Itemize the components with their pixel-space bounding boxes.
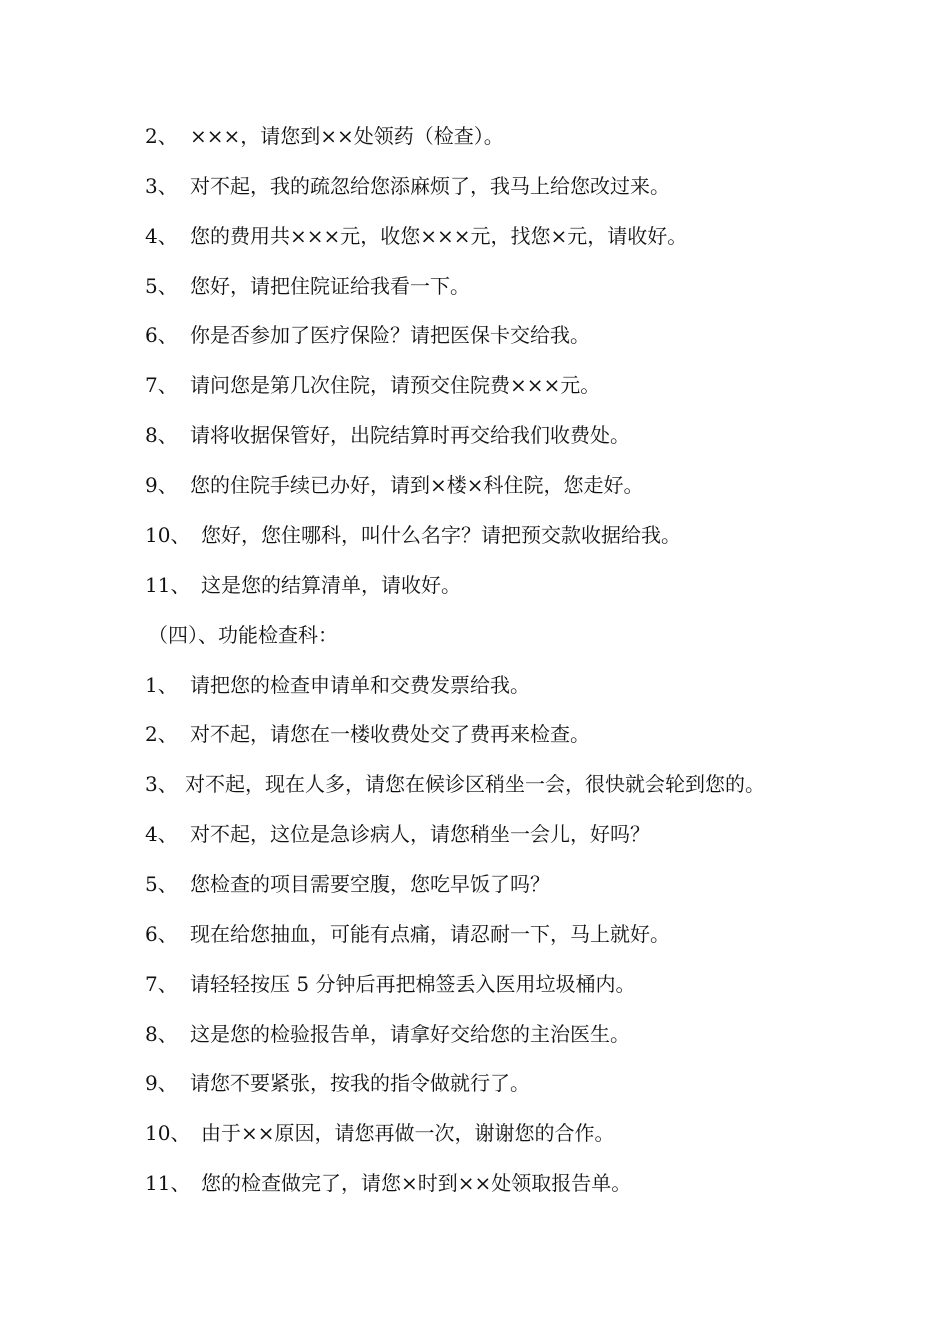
item-number: 9、 [145, 473, 178, 497]
item-text: 对不起，我的疏忽给您添麻烦了，我马上给您改过来。 [190, 174, 670, 198]
list-item [145, 720, 590, 748]
list-item [145, 1069, 530, 1097]
list-item [145, 371, 600, 399]
item-number: 8、 [145, 423, 178, 447]
item-text: 对不起，现在人多，请您在候诊区稍坐一会，很快就会轮到您的。 [185, 772, 765, 796]
item-text: 请您不要紧张，按我的指令做就行了。 [190, 1071, 530, 1095]
item-number: 11、 [145, 573, 191, 597]
item-text: 请将收据保管好，出院结算时再交给我们收费处。 [190, 423, 630, 447]
list-item [145, 421, 630, 449]
item-text: 你是否参加了医疗保险？请把医保卡交给我。 [190, 323, 590, 347]
item-number: 5、 [145, 872, 178, 896]
list-item [145, 471, 644, 499]
item-text: 对不起，请您在一楼收费处交了费再来检查。 [190, 722, 590, 746]
item-number: 3、 [145, 174, 178, 198]
list-item [145, 172, 670, 200]
item-number: 2、 [145, 722, 178, 746]
item-number: 7、 [145, 373, 178, 397]
list-item [145, 122, 504, 150]
item-text: 您的住院手续已办好，请到×楼×科住院，您走好。 [190, 473, 644, 497]
item-text: 您好，请把住院证给我看一下。 [190, 274, 470, 298]
item-number: 4、 [145, 224, 178, 248]
list-item [145, 870, 550, 898]
item-number: 5、 [145, 274, 178, 298]
list-item [145, 671, 530, 699]
list-item [145, 970, 635, 998]
item-text: 现在给您抽血，可能有点痛，请忍耐一下，马上就好。 [190, 922, 670, 946]
item-number: 3、 [145, 772, 178, 796]
list-item [145, 1020, 630, 1048]
list-item [145, 770, 765, 798]
list-item [145, 321, 590, 349]
list-item [145, 1169, 631, 1197]
list-item [145, 521, 681, 549]
item-number: 4、 [145, 822, 178, 846]
list-item [145, 820, 650, 848]
item-number: 10、 [145, 1121, 191, 1145]
item-number: 10、 [145, 523, 191, 547]
section-heading: （四）、功能检查科： [148, 623, 338, 647]
list-item [145, 920, 670, 948]
list-item [145, 1119, 615, 1147]
item-text: 请轻轻按压 5 分钟后再把棉签丢入医用垃圾桶内。 [190, 972, 636, 996]
item-number: 6、 [145, 323, 178, 347]
item-number: 8、 [145, 1022, 178, 1046]
list-item [145, 272, 470, 300]
item-text: ×××，请您到××处领药（检查）。 [190, 124, 504, 148]
item-number: 9、 [145, 1071, 178, 1095]
item-number: 1、 [145, 673, 178, 697]
item-text: 您检查的项目需要空腹，您吃早饭了吗？ [190, 872, 550, 896]
item-text: 您好，您住哪科，叫什么名字？请把预交款收据给我。 [201, 523, 681, 547]
list-item [145, 571, 461, 599]
item-text: 请把您的检查申请单和交费发票给我。 [190, 673, 530, 697]
item-text: 对不起，这位是急诊病人，请您稍坐一会儿，好吗？ [190, 822, 650, 846]
item-text: 您的费用共×××元，收您×××元，找您×元，请收好。 [190, 224, 688, 248]
item-number: 7、 [145, 972, 178, 996]
item-text: 您的检查做完了，请您×时到××处领取报告单。 [201, 1171, 632, 1195]
item-number: 11、 [145, 1171, 191, 1195]
item-number: 2、 [145, 124, 178, 148]
item-text: 由于××原因，请您再做一次，谢谢您的合作。 [201, 1121, 615, 1145]
item-text: 请问您是第几次住院，请预交住院费×××元。 [190, 373, 601, 397]
item-number: 6、 [145, 922, 178, 946]
item-text: 这是您的检验报告单，请拿好交给您的主治医生。 [190, 1022, 630, 1046]
list-item [145, 222, 687, 250]
item-text: 这是您的结算清单，请收好。 [201, 573, 461, 597]
